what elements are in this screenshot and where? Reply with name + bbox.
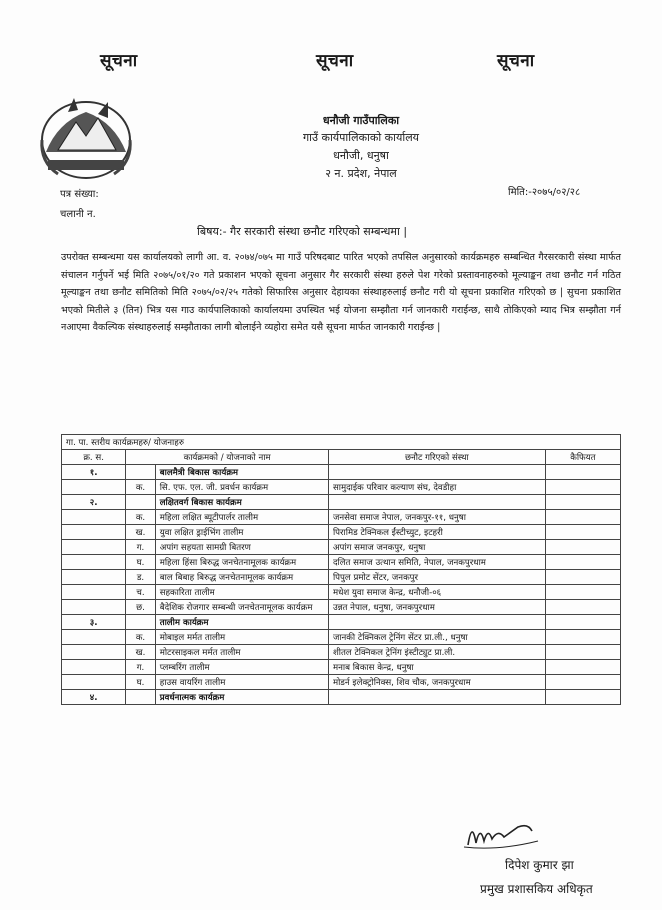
row-organization: सामुदाईक परिवार कल्याण संघ, देवडीहा <box>328 480 545 495</box>
document-date: मिति:-२०७५/०२/२८ <box>508 187 581 198</box>
row-organization: मधेश युवा समाज केन्द्र, धनौजी-०६ <box>328 585 545 600</box>
row-sub-serial: क. <box>126 480 155 495</box>
row-sub-serial <box>126 465 155 480</box>
row-serial <box>62 540 126 555</box>
row-program: बाल बिबाह बिरुद्ध जनचेतनामूलक कार्यक्रम <box>155 570 328 585</box>
row-remarks <box>545 600 620 615</box>
col-header-remarks: कैफियत <box>545 450 620 465</box>
office-name: धनौजी गाउँपालिका <box>322 114 400 127</box>
row-serial <box>62 600 126 615</box>
table-row <box>62 630 621 645</box>
row-organization: अपांग समाज जनकपुर, धनुषा <box>328 540 545 555</box>
row-remarks <box>545 630 620 645</box>
row-organization: पिपुल प्रमोट सेंटर, जनकपुर <box>328 570 545 585</box>
row-sub-serial <box>126 615 155 630</box>
row-sub-serial: क. <box>126 630 155 645</box>
row-organization: पिरामिड टेक्निकल ईंस्टीच्युट, इटहरी <box>328 525 545 540</box>
dispatch-number-label: चलानी न. <box>60 209 96 220</box>
row-program: महिला लक्षित ब्यूटीपार्लर तालीम <box>155 510 328 525</box>
row-program: मोटरसाइकल मर्मत तालीम <box>155 645 328 660</box>
row-program: अपांग सहयता सामग्री बितरण <box>155 540 328 555</box>
row-organization: जनसेवा समाज नेपाल, जनकपुर-११, धनुषा <box>328 510 545 525</box>
row-program: महिला हिंसा बिरुद्ध जनचेतनामूलक कार्यक्रम <box>155 555 328 570</box>
notice-heading-center: सूचना <box>316 51 354 71</box>
row-serial <box>62 675 126 690</box>
notice-body: उपरोक्त सम्बन्धमा यस कार्यालयको लागी आ. व. २०७४/०७५ मा गाउँ परिषदबाट पारित भएको तपसिल अनुसारको कार्यक्रमहरु सम्बन्धित गैरसरकारी संस्था मार्फत संचालन गर्नुपर्ने भई मिति २०७५/०१/२० गते प्रकाशन भएको सूचना अनुसार गैर सरकारी संस्था हरुले पेश गरेको प्रस्तावनाहरुको मूल्याङ्कन तथा छनौट गर्न गठित मूल्याङ्कन तथा छनौट समितिको मिति २०७५/०२/२५ गतेको सिफारिस अनुसार देहायका संस्थाहरुलाई छनौट गरी यो सूचना प्रकाशित गरिएको छ | सुचना प्रकाशित भएको मितीले ३ (तिन) भित्र यस गाउ कार्यपालिकाको कार्यालयमा उपस्थित भई योजना सम्झौता गर्न जानकारी गराईन्छ, साथै तोकिएको म्याद भित्र सम्झौता गर्न नआएमा वैकल्पिक संस्थाहरुलाई सम्झौताका लागी बोलाईने व्यहोरा समेत यसै सूचना मार्फत जानकारी गराईन्छ | <box>61 252 621 333</box>
row-organization: मनाब बिकास केन्द्र, धनुषा <box>328 660 545 675</box>
row-serial <box>62 585 126 600</box>
row-serial: २. <box>62 495 126 510</box>
table-row <box>62 495 621 510</box>
selected-organizations-table <box>61 434 621 705</box>
row-sub-serial: ग. <box>126 540 155 555</box>
row-remarks <box>545 615 620 630</box>
table-row <box>62 510 621 525</box>
row-organization <box>328 465 545 480</box>
row-serial <box>62 510 126 525</box>
row-serial <box>62 570 126 585</box>
row-remarks <box>545 570 620 585</box>
table-row <box>62 600 621 615</box>
col-header-program: कार्यक्रमको / योजनाको नाम <box>126 450 329 465</box>
office-district: धनौजी, धनुषा <box>333 149 389 162</box>
signatory-role: प्रमुख प्रशासकिय अधिकृत <box>480 882 593 896</box>
row-serial <box>62 525 126 540</box>
row-program: मोबाइल मर्मत तालीम <box>155 630 328 645</box>
row-remarks <box>545 510 620 525</box>
row-organization: मोडर्न इलेक्ट्रोनिक्स, शिव चौक, जनकपुरधाम <box>328 675 545 690</box>
row-remarks <box>545 495 620 510</box>
table-row <box>62 645 621 660</box>
subject-line: बिषय:- गैर सरकारी संस्था छनौट गरिएको सम्बन्धमा | <box>197 225 408 238</box>
row-serial <box>62 480 126 495</box>
table-row <box>62 615 621 630</box>
row-program: लक्षितवर्ग बिकास कार्यक्रम <box>155 495 328 510</box>
row-organization: उन्नत नेपाल, धनुषा, जनकपुरधाम <box>328 600 545 615</box>
row-program: सि. एफ. एल. जी. प्रवर्धन कार्यक्रम <box>155 480 328 495</box>
row-serial: ४. <box>62 690 126 705</box>
row-organization: शीतल टेक्निकल ट्रेनिंग इंस्टीट्युट प्रा.ली. <box>328 645 545 660</box>
table-body <box>62 465 621 705</box>
row-remarks <box>545 645 620 660</box>
table-row <box>62 555 621 570</box>
table-row <box>62 585 621 600</box>
row-serial <box>62 645 126 660</box>
row-remarks <box>545 480 620 495</box>
row-remarks <box>545 540 620 555</box>
row-remarks <box>545 675 620 690</box>
col-header-organization: छनौट गरिएको संस्था <box>328 450 545 465</box>
row-remarks <box>545 465 620 480</box>
row-sub-serial: छ. <box>126 600 155 615</box>
row-organization <box>328 495 545 510</box>
row-program: प्लम्बरिंग तालीम <box>155 660 328 675</box>
table-row <box>62 465 621 480</box>
row-serial: ३. <box>62 615 126 630</box>
row-sub-serial <box>126 495 155 510</box>
row-remarks <box>545 555 620 570</box>
row-sub-serial: घ. <box>126 555 155 570</box>
office-province: २ न. प्रदेश, नेपाल <box>325 167 397 180</box>
letter-number-label: पत्र संख्या: <box>60 189 99 200</box>
row-program: हाउस वायरिंग तालीम <box>155 675 328 690</box>
signatory-name: दिपेश कुमार झा <box>505 858 574 872</box>
row-program: बालमैत्री बिकास कार्यक्रम <box>155 465 328 480</box>
row-remarks <box>545 585 620 600</box>
table-row <box>62 660 621 675</box>
table-row <box>62 480 621 495</box>
row-program: तालीम कार्यक्रम <box>155 615 328 630</box>
row-sub-serial <box>126 690 155 705</box>
row-sub-serial: ड. <box>126 570 155 585</box>
row-organization: जानकी टेक्निकल ट्रेनिंग सेंटर प्रा.ली., धनुषा <box>328 630 545 645</box>
row-sub-serial: ग. <box>126 660 155 675</box>
row-serial <box>62 630 126 645</box>
row-sub-serial: ख. <box>126 645 155 660</box>
row-program: प्रवर्धनात्मक कार्यक्रम <box>155 690 328 705</box>
row-organization <box>328 615 545 630</box>
row-program: बैदेशिक रोजगार सम्बन्धी जनचेतनामूलक कार्यक्रम <box>155 600 328 615</box>
row-sub-serial: ख. <box>126 525 155 540</box>
handwritten-signature-icon <box>458 815 598 855</box>
table-row <box>62 570 621 585</box>
table-row <box>62 525 621 540</box>
row-serial <box>62 660 126 675</box>
row-sub-serial: क. <box>126 510 155 525</box>
row-organization: दलित समाज उत्थान समिति, नेपाल, जनकपुरधाम <box>328 555 545 570</box>
table-row <box>62 675 621 690</box>
notice-heading-right: सूचना <box>497 51 535 71</box>
office-subname: गाउँ कार्यपालिकाको कार्यालय <box>302 131 420 144</box>
row-serial: १. <box>62 465 126 480</box>
row-sub-serial: च. <box>126 585 155 600</box>
row-remarks <box>545 525 620 540</box>
table-title: गा. पा. स्तरीय कार्यक्रमहरु/ योजनाहरु <box>62 435 621 450</box>
col-header-serial: क्र. स. <box>62 450 126 465</box>
row-program: सहकारिता तालीम <box>155 585 328 600</box>
row-remarks <box>545 660 620 675</box>
table-row <box>62 540 621 555</box>
row-serial <box>62 555 126 570</box>
row-remarks <box>545 690 620 705</box>
notice-heading-left: सूचना <box>100 51 138 71</box>
row-sub-serial: घ. <box>126 675 155 690</box>
table-row <box>62 690 621 705</box>
row-organization <box>328 690 545 705</box>
row-program: युवा लक्षित ड्राईभिंग तालीम <box>155 525 328 540</box>
